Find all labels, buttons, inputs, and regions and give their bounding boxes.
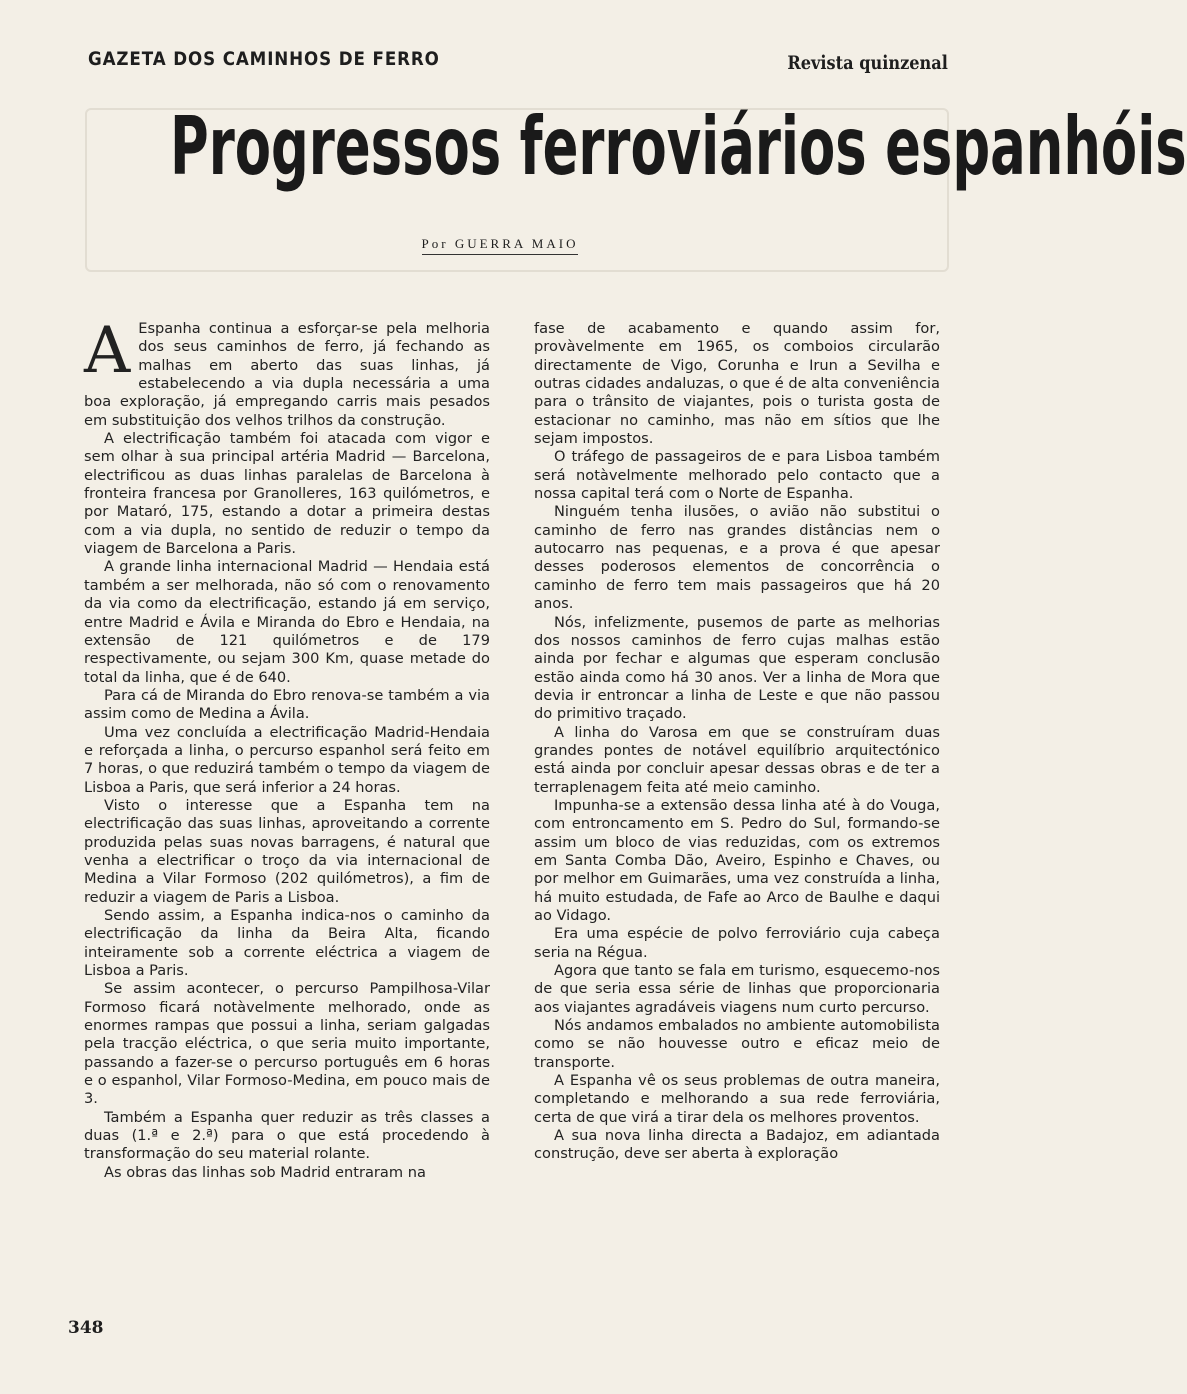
left-column xyxy=(84,314,490,1182)
paragraph xyxy=(84,314,490,430)
paragraph: Também a Espanha quer reduzir as três classes a duas (1.ª e 2.ª) para o que está procedendo à transformação do seu material rolante. xyxy=(84,1108,490,1163)
article-title: Progressos ferroviários espanhóis xyxy=(170,100,1187,193)
publication-subtitle: Revista quinzenal xyxy=(787,52,948,74)
paragraph: Uma vez concluída a electrificação Madrid-Hendaia e reforçada a linha, o percurso espanhol será feito em 7 horas, o que reduzirá também o tempo da viagem de Lisboa a Paris, que será inferior a 24 horas. xyxy=(84,723,490,796)
right-column xyxy=(534,320,940,1164)
paragraph: As obras das linhas sob Madrid entraram na xyxy=(104,1163,426,1181)
paragraph: fase de acabamento e quando assim for, provàvelmente em 1965, os comboios circularão directamente de Vigo, Corunha e Irun a Sevilha e outras cidades andaluzas, o que é de alta conveniência para o trânsito de viajantes, pois o turista gosta de estacionar no caminho, mas não em sítios que lhe sejam impostos. xyxy=(534,320,940,448)
article-byline xyxy=(0,236,1000,252)
paragraph-text: Espanha continua a esforçar-se pela melhoria dos seus caminhos de ferro, já fechando as malhas em aberto das suas linhas, já estabelecendo a via dupla necessária a uma boa exploração, já empregando carris mais pesados em substituição dos velhos trilhos da construção. xyxy=(84,320,490,429)
paragraph: A Espanha vê os seus problemas de outra maneira, completando e melhorando a sua rede ferroviária, certa de que virá a tirar dela os melhores proventos. xyxy=(534,1072,940,1126)
byline-text: Por GUERRA MAIO xyxy=(422,236,579,255)
page-number: 348 xyxy=(68,1318,104,1338)
paragraph: Sendo assim, a Espanha indica-nos o caminho da electrificação da linha da Beira Alta, ficando inteiramente sob a corrente eléctrica a viagem de Lisboa a Paris. xyxy=(84,907,490,980)
paragraph: Para cá de Miranda do Ebro renova-se também a via assim como de Medina a Ávila. xyxy=(84,686,490,723)
paragraph: Se assim acontecer, o percurso Pampilhosa-Vilar Formoso ficará notàvelmente melhorado, onde as enormes rampas que possui a linha, seriam galgadas pela tracção eléctrica, o que seria muito importante, passando a fazer-se o percurso português em 6 horas e o espanhol, Vilar Formoso-Medina, em pouco mais de 3. xyxy=(84,980,490,1108)
paragraph: Ninguém tenha ilusões, o avião não substitui o caminho de ferro nas grandes distâncias nem o autocarro nas pequenas, e a prova é que apesar desses poderosos elementos de concorrência o caminho de ferro tem mais passageiros que há 20 anos. xyxy=(534,503,940,613)
paragraph: Nós, infelizmente, pusemos de parte as melhorias dos nossos caminhos de ferro cujas malhas estão ainda por fechar e algumas que esperam conclusão estão ainda como há 30 anos. Ver a linha de Mora que devia ir entroncar a linha de Leste e que não passou do primitivo traçado. xyxy=(534,613,940,723)
paragraph: Impunha-se a extensão dessa linha até à do Vouga, com entroncamento em S. Pedro do Sul, formando-se assim um bloco de vias reduzidas, com os extremos em Santa Comba Dão, Aveiro, Espinho e Chaves, ou por melhor em Guimarães, uma vez construída a linha, há muito estudada, de Fafe ao Arco de Baulhe e daqui ao Vidago. xyxy=(534,796,940,924)
paragraph: Agora que tanto se fala em turismo, esquecemo-nos de que seria essa série de linhas que proporcionaria aos viajantes agradáveis viagens num curto percurso. xyxy=(534,962,940,1016)
paragraph: Era uma espécie de polvo ferroviário cuja cabeça seria na Régua. xyxy=(534,925,940,961)
paragraph: O tráfego de passageiros de e para Lisboa também será notàvelmente melhorado pelo contacto que a nossa capital terá com o Norte de Espanha. xyxy=(534,448,940,503)
publication-name: GAZETA DOS CAMINHOS DE FERRO xyxy=(88,48,440,70)
paragraph: Visto o interesse que a Espanha tem na electrificação das suas linhas, aproveitando a corrente produzida pelas suas novas barragens, é natural que venha a electrificar o troço da via internacional de Medina a Vilar Formoso (202 quilómetros), a fim de reduzir a viagem de Paris a Lisboa. xyxy=(84,796,490,906)
paragraph: Nós andamos embalados no ambiente automobilista como se não houvesse outro e eficaz meio de transporte. xyxy=(534,1017,940,1071)
drop-cap: A xyxy=(84,314,131,388)
paragraph: A electrificação também foi atacada com vigor e sem olhar à sua principal artéria Madrid — Barcelona, electrificou as duas linhas paralelas de Barcelona à fronteira francesa por Granolleres, 163 quilómetros, e por Mataró, 175, estando a dotar a primeira destas com a via dupla, no sentido de reduzir o tempo da viagem de Barcelona a Paris. xyxy=(84,430,490,558)
paragraph: A linha do Varosa em que se construíram duas grandes pontes de notável equilíbrio arquitectónico está ainda por concluir apesar dessas obras e de ter a terraplenagem feita até meio caminho. xyxy=(534,723,940,796)
paragraph: A grande linha internacional Madrid — Hendaia está também a ser melhorada, não só com o renovamento da via como da electrificação, estando já em serviço, entre Madrid e Ávila e Miranda do Ebro e Hendaia, na extensão de 121 quilómetros e de 179 respectivamente, ou sejam 300 Km, quase metade do total da linha, que é de 640. xyxy=(84,558,490,686)
paragraph: A sua nova linha directa a Badajoz, em adiantada construção, deve ser aberta à exploração xyxy=(534,1127,940,1163)
